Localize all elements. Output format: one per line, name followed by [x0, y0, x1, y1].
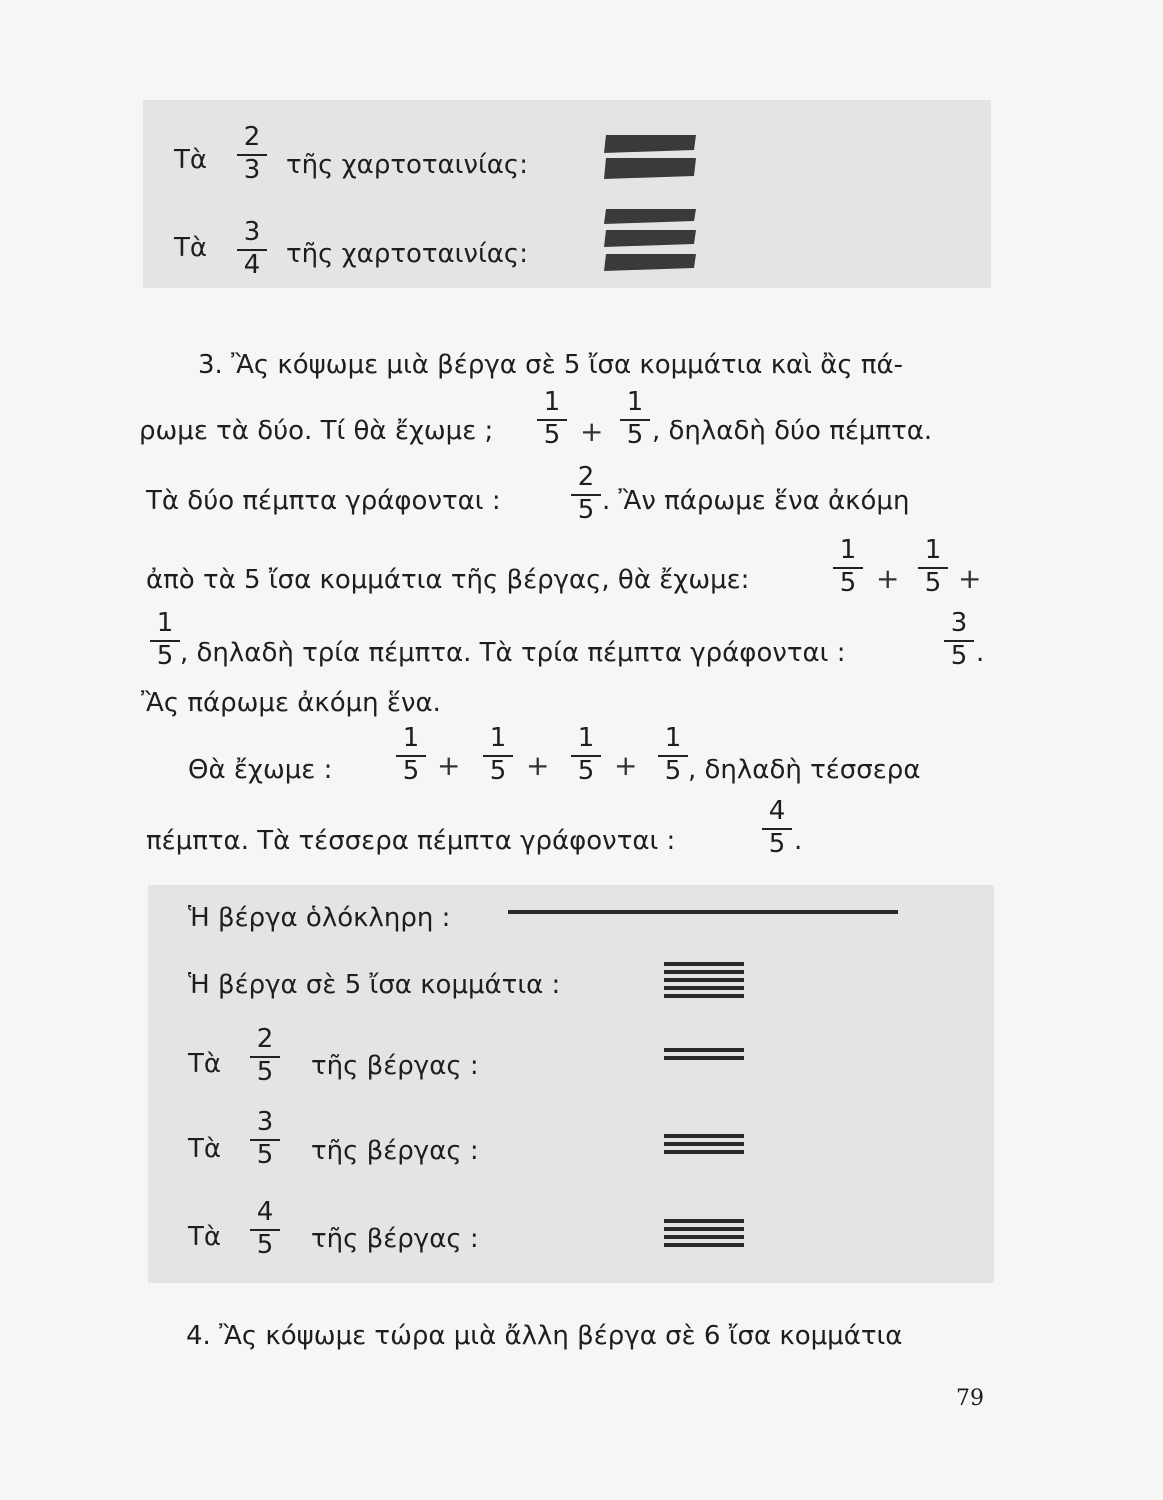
para4-line1: 4. Ἂς κόψωμε τώρα μιὰ ἄλλη βέργα σὲ 6 ἴσα κομμάτια: [186, 1321, 903, 1351]
numerator: 1: [489, 723, 507, 753]
para3-line7-end: , δηλαδὴ τέσσερα: [688, 755, 921, 785]
denominator: 5: [626, 420, 644, 450]
denominator: 5: [256, 1140, 274, 1170]
row-three-fifths-label: τῆς βέργας :: [311, 1136, 479, 1166]
numerator: 4: [768, 796, 786, 826]
paper-strip-three-quarters: [600, 206, 700, 286]
stick-three-fifths: [664, 1132, 746, 1160]
whole-stick: [508, 908, 900, 918]
strip-piece-1: [604, 209, 696, 224]
top-row1-fraction: [237, 124, 267, 183]
row-two-fifths-label: τῆς βέργας :: [311, 1051, 479, 1081]
top-row2-numerator: 3: [243, 217, 261, 247]
denominator: 5: [156, 641, 174, 671]
denominator: 5: [256, 1230, 274, 1260]
fraction-bar: [483, 755, 513, 757]
denominator: 5: [950, 641, 968, 671]
stick-four-fifths: [664, 1217, 746, 1253]
whole-stick-bar: [508, 910, 898, 914]
denominator: 5: [839, 568, 857, 598]
numerator: 1: [664, 723, 682, 753]
row-two-fifths-fraction: [250, 1026, 280, 1085]
stick-piece-4: [664, 1243, 744, 1247]
fraction-bar: [944, 640, 974, 642]
plus-sign: +: [526, 749, 550, 782]
top-row1-denominator: 3: [243, 155, 261, 185]
fraction-bar: [250, 1139, 280, 1141]
fraction-one-fifth: [537, 389, 567, 448]
top-row2-denominator: 4: [243, 250, 261, 280]
fraction-bar: [537, 419, 567, 421]
denominator: 5: [577, 756, 595, 786]
para3-line2-end: , δηλαδὴ δύο πέμπτα.: [652, 416, 933, 446]
para3-line3-text: Τὰ δύο πέμπτα γράφονται :: [146, 486, 501, 516]
stick-piece-2: [664, 970, 744, 974]
numerator: 3: [256, 1107, 274, 1137]
stick-piece-1: [664, 1219, 744, 1223]
fraction-bar: [833, 567, 863, 569]
para3-line8-text: πέμπτα. Τὰ τέσσερα πέμπτα γράφονται :: [146, 826, 676, 856]
stick-piece-1: [664, 1048, 744, 1052]
numerator: 1: [924, 535, 942, 565]
plus-sign: +: [614, 749, 638, 782]
plus-sign: +: [580, 415, 604, 448]
denominator: 5: [768, 829, 786, 859]
denominator: 5: [402, 756, 420, 786]
fraction-one-fifth: [396, 725, 426, 784]
numerator: 1: [156, 608, 174, 638]
fraction-bar: [396, 755, 426, 757]
stick-two-fifths: [664, 1046, 746, 1066]
stick-piece-2: [664, 1056, 744, 1060]
numerator: 1: [839, 535, 857, 565]
stick-pieces-5: [664, 960, 746, 1004]
para3-line7-text: Θὰ ἔχωμε :: [188, 755, 333, 785]
stick-in-pieces-label: Ἡ βέργα σὲ 5 ἴσα κομμάτια :: [188, 970, 561, 1000]
plus-sign: +: [437, 749, 461, 782]
paper-strip-two-thirds: [600, 132, 700, 196]
row-four-fifths-prefix: Τὰ: [188, 1222, 222, 1252]
para3-line3-end: . Ἂν πάρωμε ἕνα ἀκόμη: [602, 486, 910, 516]
fraction-one-fifth: [620, 389, 650, 448]
stick-piece-5: [664, 994, 744, 998]
fraction-three-fifths: [944, 610, 974, 669]
fraction-one-fifth: [658, 725, 688, 784]
para3-line5-end: .: [976, 638, 985, 668]
fraction-bar: [762, 828, 792, 830]
fraction-bar: [250, 1056, 280, 1058]
strip-piece-2: [604, 230, 696, 247]
top-row2-label: τῆς χαρτοταινίας:: [286, 239, 528, 269]
top-row1-numerator: 2: [243, 122, 261, 152]
strip-piece-3: [604, 254, 696, 271]
fraction-bar: [571, 755, 601, 757]
fraction-bar: [620, 419, 650, 421]
para3-line5-text: , δηλαδὴ τρία πέμπτα. Τὰ τρία πέμπτα γράφονται :: [180, 638, 846, 668]
numerator: 1: [577, 723, 595, 753]
fraction-bar: [658, 755, 688, 757]
top-figure-panel: [143, 100, 991, 288]
denominator: 5: [664, 756, 682, 786]
para3-line8-end: .: [794, 826, 803, 856]
stick-piece-4: [664, 986, 744, 990]
denominator: 5: [489, 756, 507, 786]
fraction-four-fifths: [762, 798, 792, 857]
numerator: 1: [626, 387, 644, 417]
para3-line1: 3. Ἂς κόψωμε μιὰ βέργα σὲ 5 ἴσα κομμάτια καὶ ἂς πά-: [198, 350, 904, 380]
row-two-fifths-prefix: Τὰ: [188, 1049, 222, 1079]
stick-piece-3: [664, 1150, 744, 1154]
fraction-one-fifth: [150, 610, 180, 669]
row-three-fifths-fraction: [250, 1109, 280, 1168]
fraction-bar: [250, 1229, 280, 1231]
top-row1-prefix: Τὰ: [174, 145, 208, 175]
stick-piece-1: [664, 962, 744, 966]
top-row2-prefix: Τὰ: [174, 233, 208, 263]
top-row1-label: τῆς χαρτοταινίας:: [286, 150, 528, 180]
row-three-fifths-prefix: Τὰ: [188, 1134, 222, 1164]
fraction-one-fifth: [833, 537, 863, 596]
stick-piece-1: [664, 1134, 744, 1138]
whole-stick-label: Ἡ βέργα ὁλόκληρη :: [188, 903, 451, 933]
numerator: 1: [402, 723, 420, 753]
denominator: 5: [256, 1057, 274, 1087]
fraction-one-fifth: [918, 537, 948, 596]
fraction-two-fifths: [571, 464, 601, 523]
plus-sign: +: [876, 562, 900, 595]
row-four-fifths-fraction: [250, 1199, 280, 1258]
stick-piece-2: [664, 1142, 744, 1146]
stick-piece-3: [664, 1235, 744, 1239]
numerator: 2: [256, 1024, 274, 1054]
numerator: 4: [256, 1197, 274, 1227]
strip-piece-2: [604, 158, 696, 179]
strip-piece-1: [604, 135, 696, 153]
numerator: 1: [543, 387, 561, 417]
denominator: 5: [924, 568, 942, 598]
para3-line4-text: ἀπὸ τὰ 5 ἴσα κομμάτια τῆς βέργας, θὰ ἔχωμε:: [146, 565, 750, 595]
fraction-bar: [150, 640, 180, 642]
stick-piece-2: [664, 1227, 744, 1231]
numerator: 3: [950, 608, 968, 638]
para3-line6: Ἂς πάρωμε ἀκόμη ἕνα.: [141, 688, 441, 718]
fraction-bar: [571, 494, 601, 496]
plus-sign: +: [958, 562, 982, 595]
row-four-fifths-label: τῆς βέργας :: [311, 1224, 479, 1254]
fraction-one-fifth: [483, 725, 513, 784]
fraction-one-fifth: [571, 725, 601, 784]
denominator: 5: [543, 420, 561, 450]
denominator: 5: [577, 495, 595, 525]
fraction-bar: [918, 567, 948, 569]
numerator: 2: [577, 462, 595, 492]
para3-line2-text: ρωμε τὰ δύο. Τί θὰ ἔχωμε ;: [139, 416, 494, 446]
top-row2-fraction: [237, 219, 267, 278]
fraction-bar: [237, 154, 267, 156]
fraction-bar: [237, 249, 267, 251]
page-number: 79: [956, 1386, 984, 1411]
stick-piece-3: [664, 978, 744, 982]
